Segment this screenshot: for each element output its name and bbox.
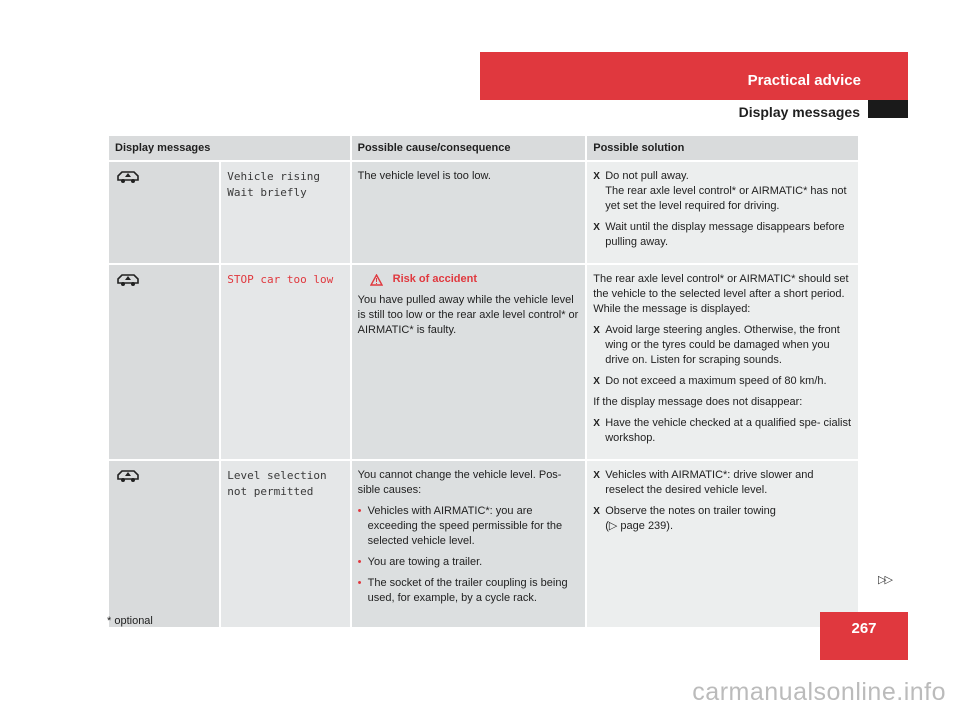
- warning-heading: [370, 272, 580, 287]
- section-title: Practical advice: [747, 72, 861, 89]
- solution-step: [593, 504, 852, 534]
- cause-bullet: • You are towing a trailer.: [357, 556, 483, 568]
- col-header-display-messages: Display messages: [109, 136, 350, 160]
- bullet-marker: •: [357, 577, 362, 589]
- header-tab-block: [868, 100, 908, 118]
- row-solution-cell: [587, 265, 858, 459]
- solution-step: X Avoid large steering angles. Otherwise, the front wing or the tyres could be damaged when you drive on. Listen for scraping sounds.: [593, 324, 840, 366]
- step-marker: X: [593, 325, 600, 336]
- row-message-cell: [221, 265, 349, 459]
- step-marker: X: [593, 506, 600, 517]
- solution-step: X Do not exceed a maximum speed of 80 km/h.: [593, 375, 827, 387]
- solution-intro: The rear axle level control* or AIRMATIC* should set the vehicle to the selected level after a short period. While the message is displayed:: [593, 273, 849, 315]
- row-cause-cell: [352, 162, 586, 263]
- bullet-marker: •: [357, 556, 362, 568]
- row-solution-cell: [587, 461, 858, 627]
- step-marker: X: [593, 376, 600, 387]
- continue-arrows-icon: ▷▷: [878, 574, 891, 586]
- display-message-text: STOP car too low: [227, 273, 334, 286]
- display-messages-table: [107, 134, 860, 629]
- solution-step: X Have the vehicle checked at a qualified spe- cialist workshop.: [593, 417, 852, 444]
- solution-step: X Wait until the display message disappears before pulling away.: [593, 221, 845, 248]
- solution-step: X Do not pull away. The rear axle level control* or AIRMATIC* has not yet set the level required for driving.: [593, 170, 847, 212]
- row-solution-cell: [587, 162, 858, 263]
- cause-bullet: • Vehicles with AIRMATIC*: you are exceeding the speed permissible for the selected vehicle level.: [357, 505, 563, 547]
- car-level-icon: [115, 169, 141, 185]
- display-message-text: Level selection not permitted: [227, 469, 327, 498]
- solution-intro: If the display message does not disappear:: [593, 396, 803, 408]
- row-message-cell: [221, 461, 349, 627]
- row-message-cell: [221, 162, 349, 263]
- warning-triangle-icon: [370, 274, 383, 286]
- col-header-possible-cause: Possible cause/consequence: [352, 136, 586, 160]
- row-icon-cell: [109, 162, 219, 263]
- page-number-box: [820, 612, 908, 660]
- row-cause-cell: [352, 265, 586, 459]
- car-level-icon: [115, 468, 141, 484]
- table-row: [109, 162, 858, 263]
- bullet-marker: •: [357, 505, 362, 517]
- footnote: * optional: [107, 615, 153, 627]
- page-number: 267: [851, 620, 877, 637]
- watermark: carmanualsonline.info: [692, 678, 946, 706]
- display-message-text: Vehicle rising Wait briefly: [227, 170, 320, 199]
- page-reference-link[interactable]: Observe the notes on trailer towing (▷ page 239).: [605, 505, 776, 532]
- subsection-title: Display messages: [738, 104, 860, 120]
- table-row: [109, 265, 858, 459]
- row-icon-cell: [109, 265, 219, 459]
- solution-step: X Vehicles with AIRMATIC*: drive slower and reselect the desired vehicle level.: [593, 469, 814, 496]
- col-header-possible-solution: Possible solution: [587, 136, 858, 160]
- step-marker: X: [593, 418, 600, 429]
- table-header-row: [109, 136, 858, 160]
- step-marker: X: [593, 470, 600, 481]
- step-marker: X: [593, 222, 600, 233]
- cause-text: You have pulled away while the vehicle level is still too low or the rear axle level control* or AIRMATIC* is faulty.: [357, 294, 579, 336]
- cause-text: You cannot change the vehicle level. Pos- sible causes:: [357, 469, 562, 496]
- warning-text: Risk of accident: [392, 273, 477, 285]
- row-cause-cell: [352, 461, 586, 627]
- step-marker: X: [593, 171, 600, 182]
- car-level-icon: [115, 272, 141, 288]
- cause-text: The vehicle level is too low.: [357, 170, 491, 182]
- cause-bullet: • The socket of the trailer coupling is being used, for example, by a cycle rack.: [357, 577, 568, 604]
- table-row: [109, 461, 858, 627]
- row-icon-cell: [109, 461, 219, 627]
- section-header: [480, 52, 908, 100]
